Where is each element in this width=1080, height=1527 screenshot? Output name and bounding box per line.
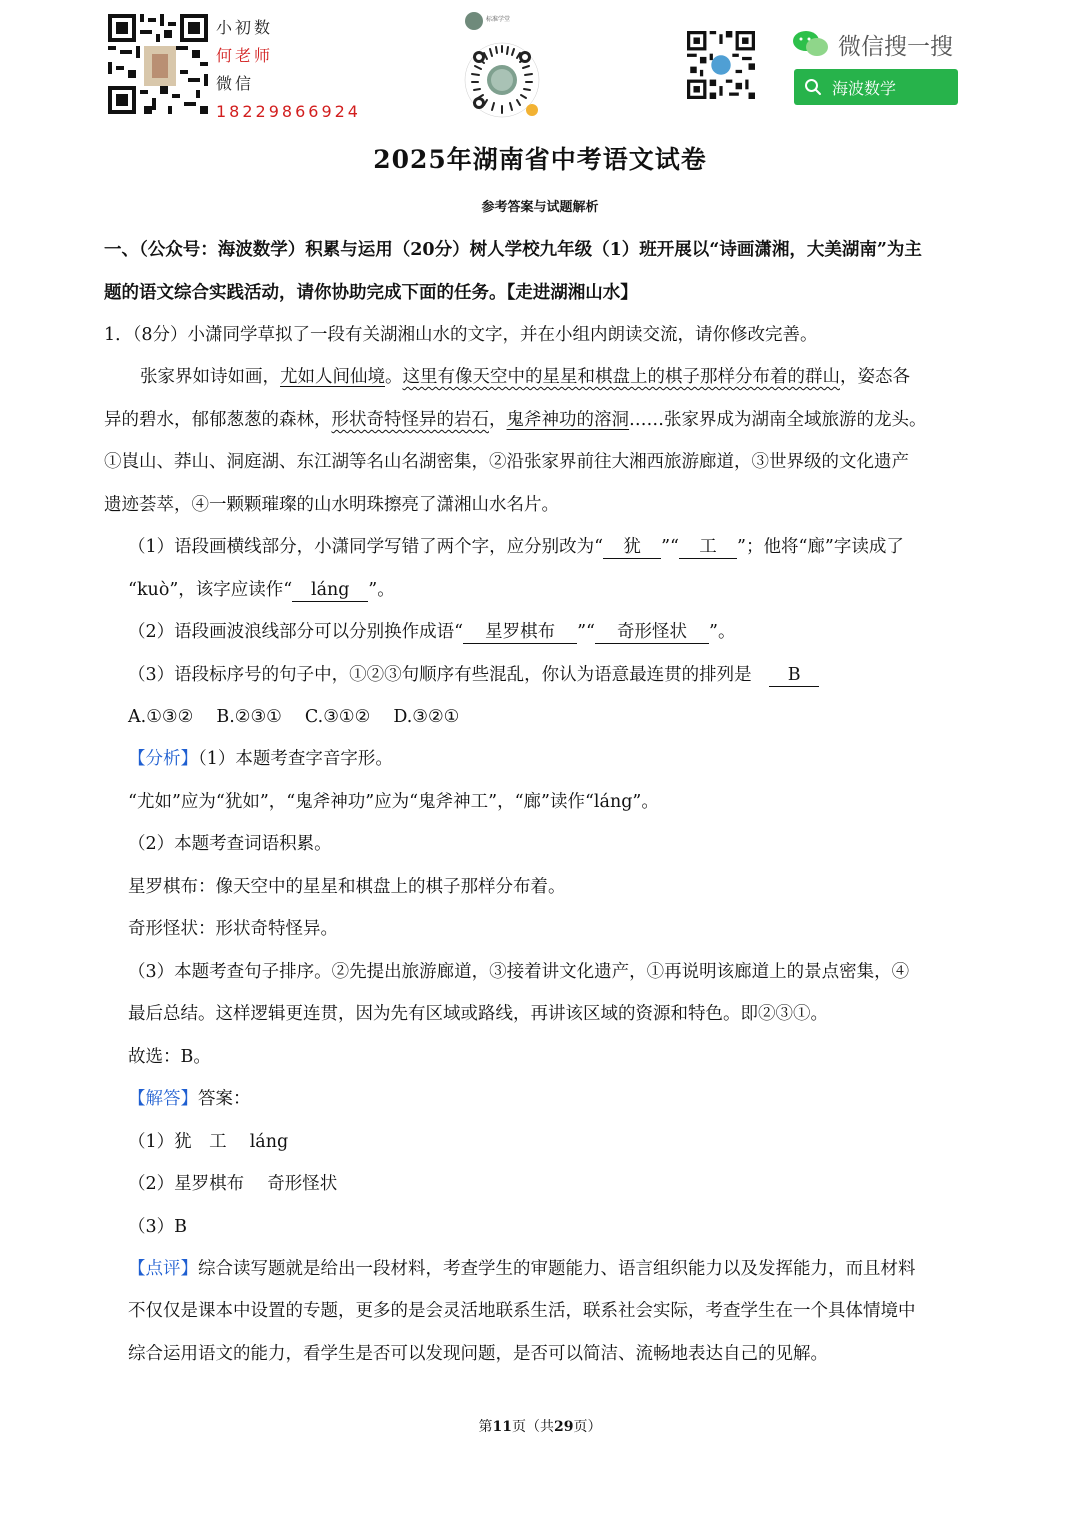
analysis-line-1 [128,747,393,771]
footer-text: 第 [478,1419,493,1435]
search-icon [804,78,822,96]
sub-question-3 [128,663,819,687]
answer-blank: 犹 [603,536,661,559]
passage-text: 异的碧水，郁郁葱葱的森林， [104,410,332,430]
answer-heading [128,1087,251,1111]
sub-question-1 [128,535,904,559]
question-text: （2）语段画波浪线部分可以分别换作成语“ [128,622,464,642]
passage-line-4: 遗迹荟萃，④一颗颗璀璨的山水明珠擦亮了潇湘山水名片。 [104,495,559,515]
answer-blank: 工 [679,536,737,559]
question-text: “kuò”，该字应读作“ [128,580,293,600]
wechat-search-button-label: 海波数学 [832,78,897,98]
passage-text: 张家界如诗如画， [140,367,280,387]
document-subtitle: 参考答案与试题解析 [481,200,599,215]
footer-text: 页） [573,1419,602,1435]
teacher-contact [216,14,361,126]
analysis-tag: 【分析】 [128,749,198,769]
answer-label: 答案： [198,1089,251,1109]
handwrite-line-3: 微信 [216,74,255,93]
question-text: （1）语段画横线部分，小潇同学写错了两个字，应分别改为“ [128,537,604,557]
question-text: （3）语段标序号的句子中，①②③句顺序有些混乱，你认为语意最连贯的排列是 [128,665,752,685]
page-footer [0,1416,1080,1436]
mini-program-avatar-icon [465,12,483,30]
passage-line-2 [104,408,927,432]
passage-line-1 [140,365,910,389]
answer-line-1: （1）犹 工 láng [128,1132,289,1152]
analysis-line-7: 最后总结。这样逻辑更连贯，因为先有区域或路线，再讲该区域的资源和特色。即②③①。 [128,1004,828,1024]
passage-text: ， [489,410,507,430]
qr-code-teacher [108,14,208,114]
analysis-line-5: 奇形怪状：形状奇特怪异。 [128,919,338,939]
page-number: 11 [492,1419,512,1435]
analysis-line-3: （2）本题考查词语积累。 [128,834,332,854]
wechat-search-text: 微信搜一搜 [838,33,953,60]
wavy-phrase: 这里有像天空中的星星和棋盘上的棋子那样分布着的群山 [402,367,840,387]
answer-blank: B [769,664,819,687]
footer-text: 页（共 [512,1419,554,1435]
analysis-line-2: “尤如”应为“犹如”，“鬼斧神功”应为“鬼斧神工”，“廊”读作“láng”。 [128,792,659,812]
question-text: ”“ [661,537,679,557]
question-text: ”。 [368,580,395,600]
mini-program-code [462,40,542,120]
question-text: ”“ [577,622,595,642]
sub-question-1-cont [128,578,395,602]
comment-line-2: 不仅仅是课本中设置的专题，更多的是会灵活地联系生活，联系社会实际，考查学生在一个具体情境中 [128,1301,916,1321]
section-heading-line-1: 一、（公众号：海波数学）积累与运用（20分）树人学校九年级（1）班开展以“诗画潇湘，大美湖南”为主 [104,240,922,260]
passage-line-3: ①崀山、莽山、洞庭湖、东江湖等名山名湖密集，②沿张家界前往大湘西旅游廊道，③世界级的文化遗产 [104,452,909,472]
analysis-line-8: 故选：B。 [128,1047,211,1067]
answer-line-2: （2）星罗棋布 奇形怪状 [128,1174,338,1194]
wechat-search-button[interactable] [794,69,958,105]
analysis-line-4: 星罗棋布：像天空中的星星和棋盘上的棋子那样分布着。 [128,877,566,897]
question-1-stem: 1．（8分）小潇同学草拟了一段有关湖湘山水的文字，并在小组内朗读交流，请你修改完善。 [104,325,818,345]
comment-tag: 【点评】 [128,1259,198,1279]
comment-line-3: 综合运用语文的能力，看学生是否可以发现问题，是否可以简洁、流畅地表达自己的见解。 [128,1344,828,1364]
answer-blank: láng [292,579,368,602]
sub-question-2 [128,620,735,644]
analysis-line-6: （3）本题考查句子排序。②先提出旅游廊道，③接着讲文化遗产，①再说明该廊道上的景点密集，④ [128,962,910,982]
total-pages: 29 [554,1419,574,1435]
mini-program-label: 标准学堂 [486,16,511,23]
qr-code-account [687,31,755,99]
passage-text: 。 [385,367,403,387]
wavy-phrase: 形状奇特怪异的岩石 [331,410,489,430]
wechat-search-label [792,28,962,60]
passage-text: ……张家界成为湖南全域旅游的龙头。 [629,410,927,430]
answer-options: A.①③② B.②③① C.③①② D.③②① [128,707,460,727]
underlined-phrase: 尤如人间仙境 [280,367,385,387]
comment-text: 综合读写题就是给出一段材料，考查学生的审题能力、语言组织能力以及发挥能力，而且材料 [198,1259,916,1279]
section-heading-line-2: 题的语文综合实践活动，请你协助完成下面的任务。【走进湖湘山水】 [104,283,638,303]
passage-text: ，姿态各 [840,367,910,387]
wechat-logo-icon [792,29,830,59]
document-title: 2025年湖南省中考语文试卷 [373,145,707,174]
handwrite-line-2: 何老师 [216,46,274,65]
question-text: ”。 [709,622,736,642]
analysis-text: （1）本题考查字音字形。 [198,749,393,769]
answer-line-3: （3）B [128,1217,187,1237]
comment-line-1 [128,1257,916,1281]
phone-number: 18229866924 [216,102,361,121]
question-text: ”；他将“廊”字读成了 [737,537,904,557]
underlined-phrase: 鬼斧神功的溶洞 [506,410,629,430]
answer-blank: 星罗棋布 [463,621,577,644]
handwrite-line-1: 小初数 [216,18,274,37]
answer-tag: 【解答】 [128,1089,198,1109]
answer-blank: 奇形怪状 [595,621,709,644]
